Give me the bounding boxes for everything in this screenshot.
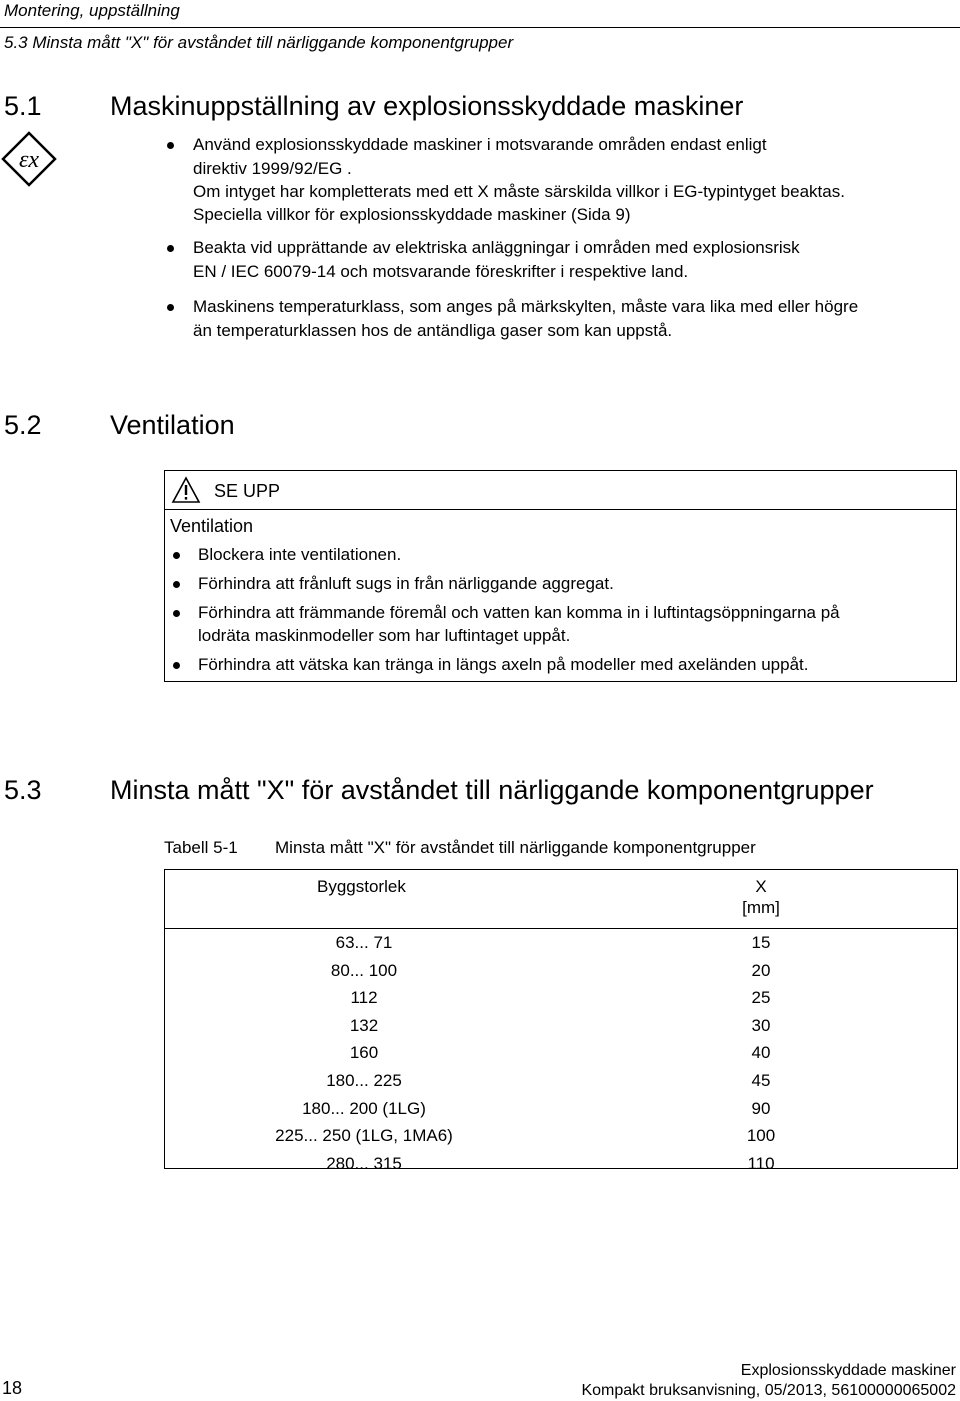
cell-distance: 40: [751, 1043, 771, 1063]
cell-size: 180... 200 (1LG): [302, 1098, 426, 1118]
paragraph-line: Maskinens temperaturklass, som anges på märkskylten, måste vara lika med eller högre: [193, 297, 859, 316]
cell-distance: 100: [746, 1126, 776, 1146]
bullet-dot: [167, 245, 174, 252]
table-label: Tabell 5-1: [164, 838, 238, 857]
table-row: [164, 1012, 958, 1040]
paragraph-line: än temperaturklassen hos de antändliga gaser som kan uppstå.: [193, 321, 673, 340]
bullet-dot: [167, 304, 174, 311]
paragraph-line: Om intyget har kompletterats med ett X måste särskilda villkor i EG-typintyget beaktas.: [193, 182, 845, 201]
bullet-dot: [173, 581, 180, 588]
section-title-5-3: Minsta mått "X" för avståndet till närliggande komponentgrupper: [110, 775, 874, 805]
paragraph-line: Använd explosionsskyddade maskiner i motsvarande områden endast enligt: [193, 135, 767, 154]
column-header-byggstorlek: Byggstorlek: [164, 869, 564, 929]
cell-distance: 25: [751, 988, 771, 1008]
caution-item: Förhindra att främmande föremål och vatten kan komma in i luftintagsöppningarna på: [198, 603, 840, 622]
table-row: [164, 957, 958, 985]
cell-distance: 20: [751, 960, 771, 980]
caution-item: Förhindra att vätska kan tränga in längs axeln på modeller med axeländen uppåt.: [198, 655, 809, 674]
section-number-5-3: 5.3: [4, 775, 42, 805]
page-number: 18: [2, 1378, 23, 1398]
caution-item: Förhindra att frånluft sugs in från närliggande aggregat.: [198, 574, 614, 593]
bullet-dot: [173, 662, 180, 669]
cell-size: 80... 100: [330, 960, 398, 980]
table-row: [164, 1095, 958, 1123]
cell-distance: 110: [747, 1153, 775, 1173]
table-row: [164, 1039, 958, 1067]
table-row: [164, 1150, 958, 1178]
cell-size: 160: [349, 1043, 379, 1063]
section-title-5-2: Ventilation: [110, 410, 235, 440]
caution-item: lodräta maskinmodeller som har luftintaget uppåt.: [198, 626, 571, 645]
table-row: [164, 1067, 958, 1095]
section-number-5-1: 5.1: [4, 91, 42, 121]
ex-explosion-protection-icon: [0, 130, 58, 188]
table-row: [164, 929, 958, 957]
cell-size: 112: [350, 988, 378, 1008]
paragraph-line: EN / IEC 60079-14 och motsvarande föreskrifter i respektive land.: [193, 262, 689, 281]
cell-distance: 45: [751, 1070, 771, 1090]
section-title-5-1: Maskinuppställning av explosionsskyddade maskiner: [110, 91, 744, 121]
footer-document-info: Kompakt bruksanvisning, 05/2013, 56100000065002: [581, 1382, 956, 1399]
min-distance-table: [164, 869, 958, 1177]
column-header-x-mm: X [mm]: [564, 869, 958, 929]
caution-subtitle: Ventilation: [170, 516, 254, 536]
bullet-dot: [173, 610, 180, 617]
cell-size: 225... 250 (1LG, 1MA6): [275, 1126, 453, 1146]
running-header-chapter: Montering, uppställning: [4, 1, 180, 20]
caution-label: SE UPP: [214, 481, 281, 501]
paragraph-line: direktiv 1999/92/EG .: [193, 159, 352, 178]
caution-item: Blockera inte ventilationen.: [198, 545, 402, 564]
cell-size: 180... 225: [326, 1070, 402, 1090]
table-caption: Minsta mått "X" för avståndet till närliggande komponentgrupper: [275, 838, 756, 857]
bullet-dot: [167, 142, 174, 149]
cross-reference-link[interactable]: Speciella villkor för explosionsskyddade maskiner (Sida 9): [193, 205, 631, 224]
header-rule: [0, 27, 960, 28]
cell-size: 63... 71: [335, 933, 393, 952]
cell-distance: 15: [751, 933, 771, 952]
cell-size: 280... 315: [326, 1153, 402, 1173]
cell-distance: 90: [751, 1098, 771, 1118]
table-row: [164, 984, 958, 1012]
svg-text:εx: εx: [18, 147, 40, 173]
section-number-5-2: 5.2: [4, 410, 42, 440]
table-row: [164, 1122, 958, 1150]
cell-distance: 30: [751, 1015, 771, 1035]
cell-size: 132: [349, 1015, 379, 1035]
caution-header: [165, 471, 956, 510]
bullet-dot: [173, 552, 180, 559]
warning-triangle-icon: [171, 476, 201, 504]
table-header-row: [164, 869, 958, 929]
footer-title: Explosionsskyddade maskiner: [740, 1362, 956, 1379]
paragraph-line: Beakta vid upprättande av elektriska anläggningar i områden med explosionsrisk: [193, 238, 800, 257]
running-header-section: 5.3 Minsta mått "X" för avståndet till närliggande komponentgrupper: [4, 33, 514, 52]
caution-notice-box: [164, 470, 957, 682]
